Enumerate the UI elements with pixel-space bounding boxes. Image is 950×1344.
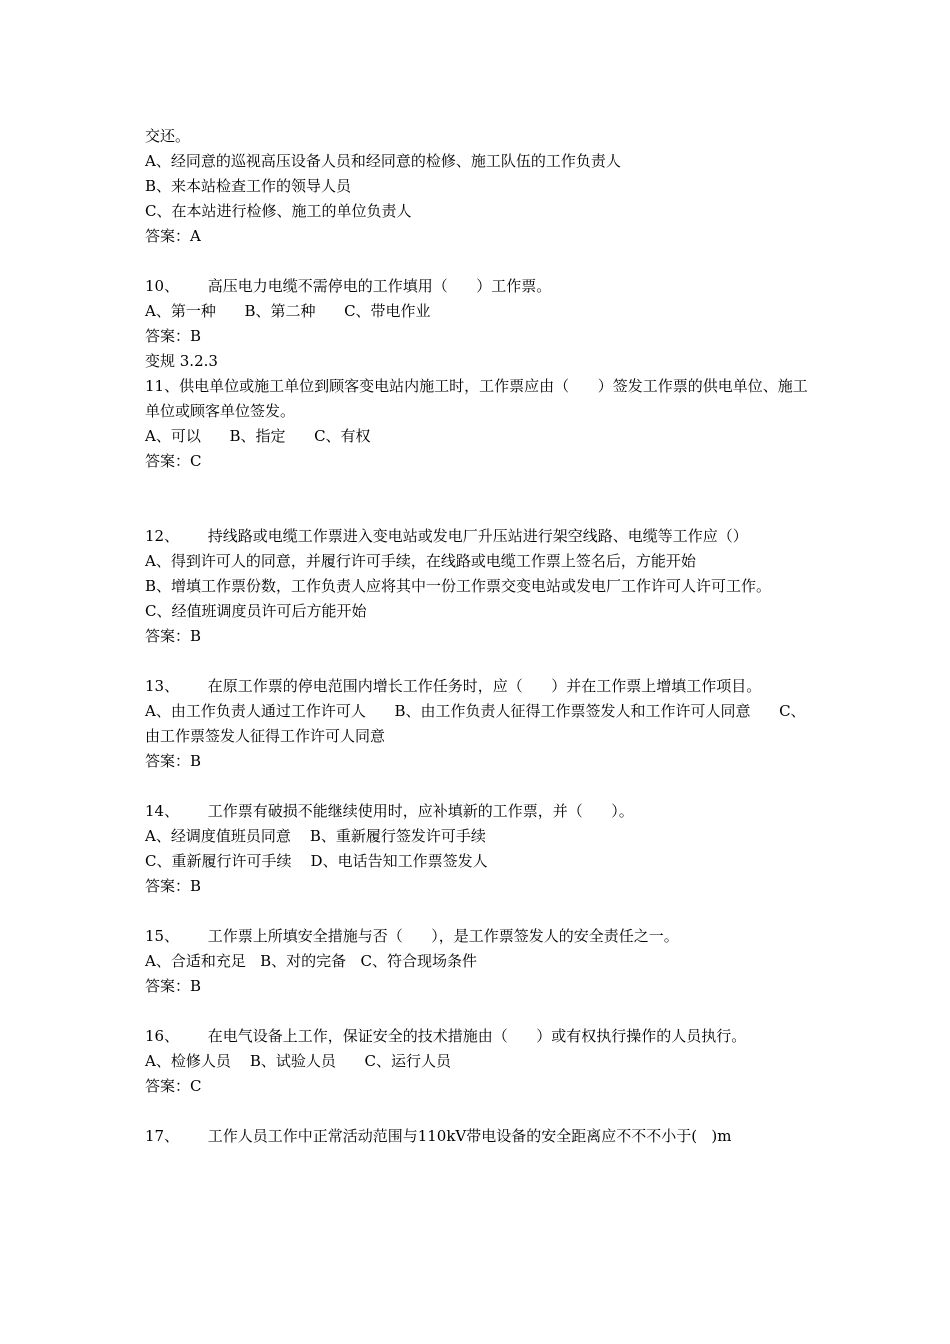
question-14: 14、 工作票有破损不能继续使用时，应补填新的工作票，并（ ）。	[145, 802, 634, 820]
question-9-tail: 交还。	[145, 127, 191, 145]
question-11-options: A、可以 B、指定 C、有权	[145, 427, 371, 445]
question-15: 15、 工作票上所填安全措施与否（ ），是工作票签发人的安全责任之一。	[145, 927, 679, 945]
question-12-option-c: C、经值班调度员许可后方能开始	[145, 602, 367, 620]
spacer	[145, 774, 815, 799]
question-15-options: A、合适和充足 B、对的完备 C、符合现场条件	[145, 952, 477, 970]
question-12-option-b: B、增填工作票份数，工作负责人应将其中一份工作票交变电站或发电厂工作许可人许可工作。	[145, 577, 772, 595]
spacer	[145, 649, 815, 674]
question-9-option-a: A、经同意的巡视高压设备人员和经同意的检修、施工队伍的工作负责人	[145, 152, 621, 170]
question-9-option-b: B、来本站检查工作的领导人员	[145, 177, 352, 195]
question-10: 10、 高压电力电缆不需停电的工作填用（ ）工作票。	[145, 277, 552, 295]
section-reference: 变规 3.2.3	[145, 352, 218, 370]
question-13-answer: 答案：B	[145, 752, 202, 770]
question-9-option-c: C、在本站进行检修、施工的单位负责人	[145, 202, 412, 220]
question-13-options: A、由工作负责人通过工作许可人 B、由工作负责人征得工作票签发人和工作许可人同意 C、由工作票签发人征得工作许可人同意	[145, 702, 806, 745]
question-13: 13、 在原工作票的停电范围内增长工作任务时，应（ ）并在工作票上增填工作项目。	[145, 677, 762, 695]
question-12-answer: 答案：B	[145, 627, 202, 645]
question-12: 12、 持线路或电缆工作票进入变电站或发电厂升压站进行架空线路、电缆等工作应（）	[145, 527, 748, 545]
question-16-answer: 答案：C	[145, 1077, 202, 1095]
question-16: 16、 在电气设备上工作，保证安全的技术措施由（ ）或有权执行操作的人员执行。	[145, 1027, 747, 1045]
question-14-answer: 答案：B	[145, 877, 202, 895]
spacer	[145, 474, 815, 524]
spacer	[145, 999, 815, 1024]
question-11-answer: 答案：C	[145, 452, 202, 470]
question-10-answer: 答案：B	[145, 327, 202, 345]
spacer	[145, 249, 815, 274]
spacer	[145, 899, 815, 924]
question-list	[145, 124, 815, 1149]
question-14-options-cd: C、重新履行许可手续 D、电话告知工作票签发人	[145, 852, 488, 870]
question-11: 11、供电单位或施工单位到顾客变电站内施工时，工作票应由（ ）签发工作票的供电单位、施工单位或顾客单位签发。	[145, 377, 808, 420]
question-17: 17、 工作人员工作中正常活动范围与110kV带电设备的安全距离应不不不小于( )m	[145, 1127, 732, 1145]
question-16-options: A、检修人员 B、试验人员 C、运行人员	[145, 1052, 452, 1070]
question-15-answer: 答案：B	[145, 977, 202, 995]
question-10-options: A、第一种 B、第二种 C、带电作业	[145, 302, 431, 320]
spacer	[145, 1099, 815, 1124]
question-12-option-a: A、得到许可人的同意，并履行许可手续，在线路或电缆工作票上签名后，方能开始	[145, 552, 696, 570]
question-9-answer: 答案：A	[145, 227, 201, 245]
question-14-options-ab: A、经调度值班员同意 B、重新履行签发许可手续	[145, 827, 486, 845]
